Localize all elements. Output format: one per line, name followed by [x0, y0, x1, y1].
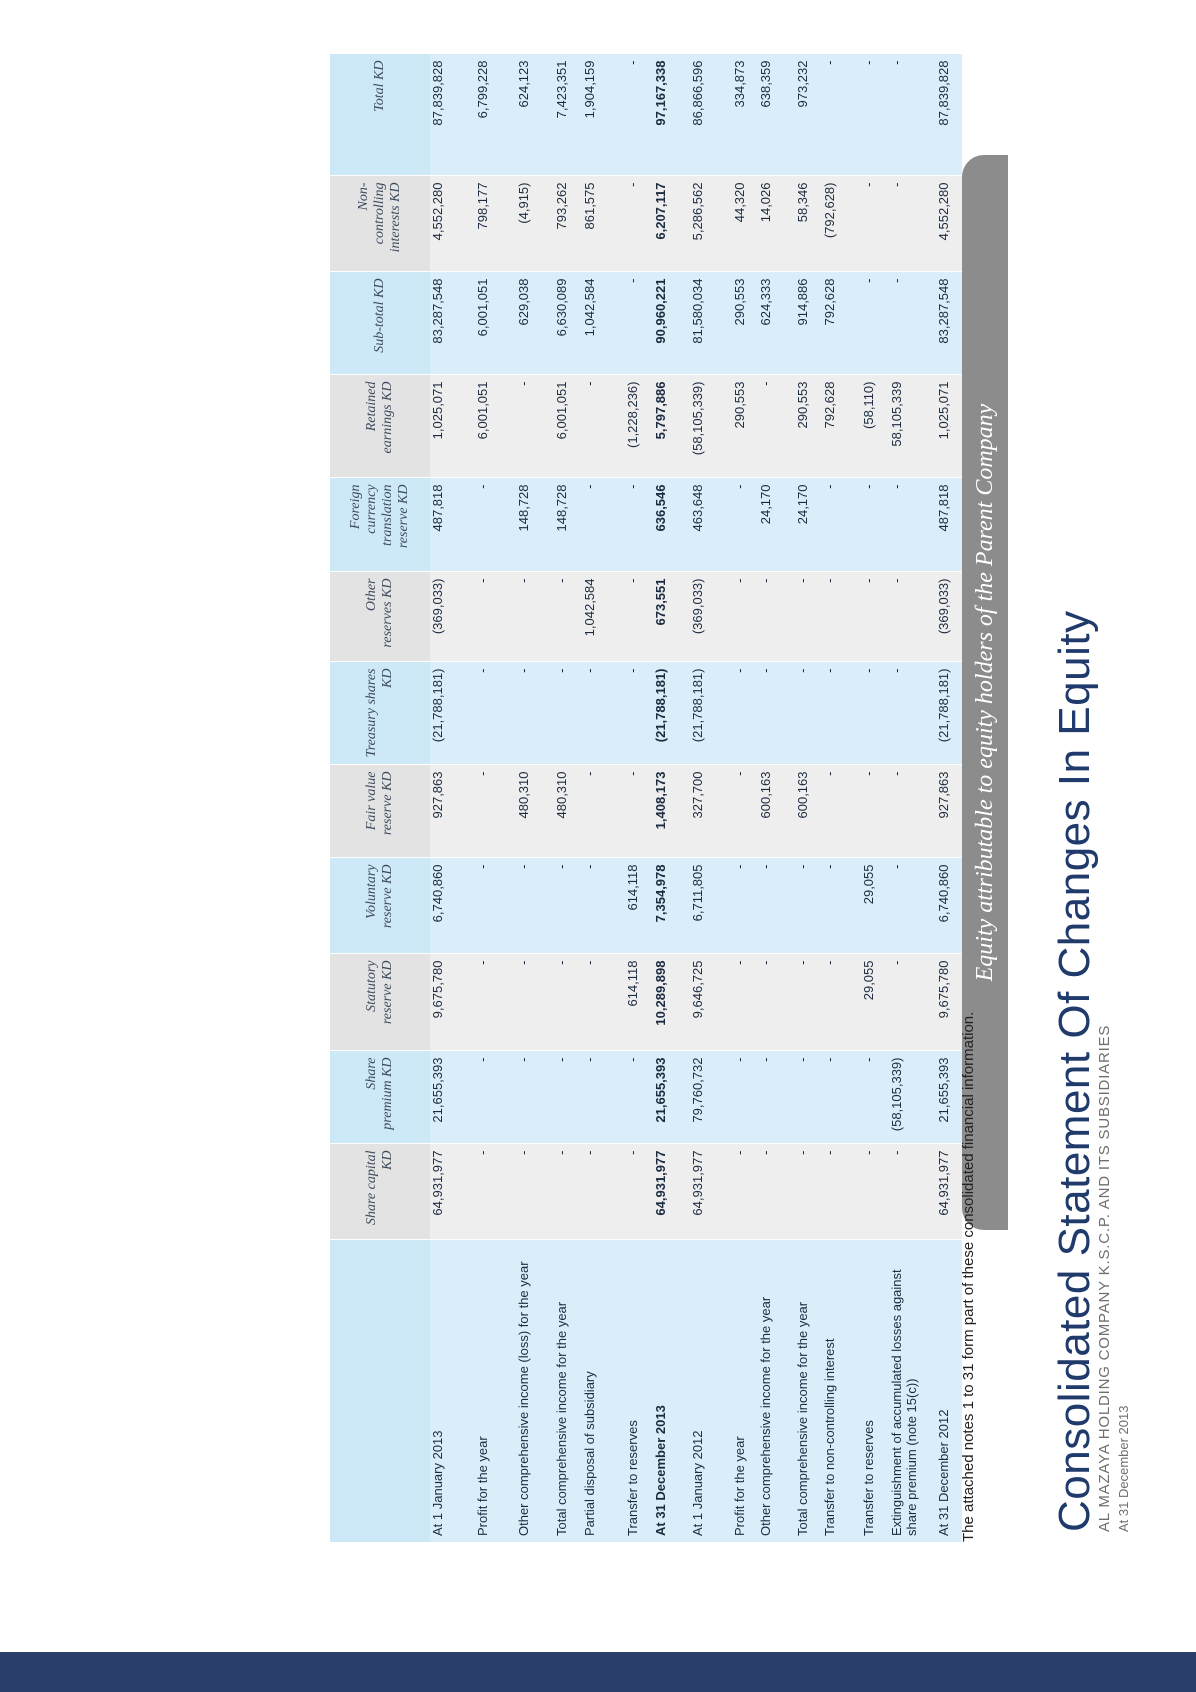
table-cell: -	[582, 1144, 625, 1240]
table-cell: 29,055	[861, 954, 889, 1051]
table-cell: 290,553	[795, 375, 823, 478]
column-header: Fair value reserve KD	[330, 765, 430, 858]
table-cell: 4,552,280	[936, 176, 962, 272]
table-cell: 148,728	[516, 478, 555, 572]
table-cell: -	[795, 662, 823, 765]
table-cell: -	[475, 662, 516, 765]
table-cell: -	[625, 572, 653, 662]
table-row	[554, 54, 582, 1542]
table-cell: 1,042,584	[582, 572, 625, 662]
table-cell: 5,286,562	[690, 176, 733, 272]
table-cell: -	[861, 478, 889, 572]
table-cell: (58,105,339)	[690, 375, 733, 478]
table-cell: -	[861, 176, 889, 272]
table-row	[795, 54, 823, 1542]
table-cell: -	[732, 954, 758, 1051]
table-cell: -	[822, 765, 861, 858]
table-cell: 1,904,159	[582, 54, 625, 176]
table-cell: -	[795, 1051, 823, 1144]
column-header: Retained earnings KD	[330, 375, 430, 478]
table-cell: 24,170	[758, 478, 794, 572]
table-cell: -	[516, 1144, 555, 1240]
table-cell: 6,001,051	[475, 375, 516, 478]
row-label: Profit for the year	[475, 1240, 516, 1542]
table-cell: 148,728	[554, 478, 582, 572]
table-cell: 792,628	[822, 375, 861, 478]
table-cell: 798,177	[475, 176, 516, 272]
group-header: Equity attributable to equity holders of the Parent Company	[962, 155, 1008, 1230]
table-cell: -	[582, 858, 625, 954]
table-cell: 24,170	[795, 478, 823, 572]
table-cell: 6,740,860	[430, 858, 475, 954]
table-cell: -	[889, 858, 936, 954]
table-cell: (21,788,181)	[690, 662, 733, 765]
table-cell: -	[625, 765, 653, 858]
company-name: AL MAZAYA HOLDING COMPANY K.S.C.P. AND ITS SUBSIDIARIES	[1096, 1024, 1113, 1532]
table-cell: -	[889, 765, 936, 858]
row-label: Transfer to reserves	[861, 1240, 889, 1542]
table-cell: 64,931,977	[936, 1144, 962, 1240]
row-label: Extinguishment of accumulated losses against share premium (note 15(c))	[889, 1240, 936, 1542]
row-label: Partial disposal of subsidiary	[582, 1240, 625, 1542]
table-row	[475, 54, 516, 1542]
column-header: Total KD	[330, 54, 430, 176]
table-cell: 793,262	[554, 176, 582, 272]
table-row	[889, 54, 936, 1542]
table-cell: -	[822, 954, 861, 1051]
table-cell: -	[889, 572, 936, 662]
row-label: Total comprehensive income for the year	[795, 1240, 823, 1542]
table-row	[653, 54, 689, 1542]
statement-date: At 31 December 2013	[1116, 1405, 1131, 1532]
table-cell: -	[516, 954, 555, 1051]
table-cell: -	[822, 572, 861, 662]
table-cell: 6,001,051	[554, 375, 582, 478]
table-cell: -	[554, 858, 582, 954]
table-cell: 97,167,338	[653, 54, 689, 176]
column-header	[330, 1240, 430, 1542]
table-cell: 6,740,860	[936, 858, 962, 954]
table-cell: 624,333	[758, 272, 794, 375]
column-header: Other reserves KD	[330, 572, 430, 662]
table-cell: 1,025,071	[936, 375, 962, 478]
table-cell: 21,655,393	[653, 1051, 689, 1144]
table-cell: 792,628	[822, 272, 861, 375]
table-cell: 10,289,898	[653, 954, 689, 1051]
table-cell: -	[889, 54, 936, 176]
table-cell: -	[822, 54, 861, 176]
column-header: Share premium KD	[330, 1051, 430, 1144]
table-cell: 673,551	[653, 572, 689, 662]
table-cell: (58,105,339)	[889, 1051, 936, 1144]
column-header: Share capital KD	[330, 1144, 430, 1240]
table-cell: 7,423,351	[554, 54, 582, 176]
navy-band	[0, 1652, 1196, 1692]
table-cell: -	[582, 478, 625, 572]
table-cell: 4,552,280	[430, 176, 475, 272]
table-cell: 58,346	[795, 176, 823, 272]
table-cell: 9,675,780	[430, 954, 475, 1051]
table-cell: 58,105,339	[889, 375, 936, 478]
table-cell: 1,042,584	[582, 272, 625, 375]
row-label: At 31 December 2013	[653, 1240, 689, 1542]
table-cell: 480,310	[516, 765, 555, 858]
row-label: At 31 December 2012	[936, 1240, 962, 1542]
table-cell: 9,675,780	[936, 954, 962, 1051]
table-cell: -	[889, 272, 936, 375]
table-cell: -	[516, 572, 555, 662]
table-cell: 44,320	[732, 176, 758, 272]
table-cell: -	[582, 375, 625, 478]
table-cell: 290,553	[732, 375, 758, 478]
row-label: Transfer to non-controlling interest	[822, 1240, 861, 1542]
table-cell: -	[758, 572, 794, 662]
table-cell: (369,033)	[430, 572, 475, 662]
table-cell: 64,931,977	[430, 1144, 475, 1240]
table-cell: -	[625, 176, 653, 272]
table-cell: 86,866,596	[690, 54, 733, 176]
table-cell: -	[516, 858, 555, 954]
table-cell: 487,818	[936, 478, 962, 572]
table-row	[732, 54, 758, 1542]
table-cell: -	[582, 954, 625, 1051]
table-cell: -	[554, 1051, 582, 1144]
table-cell: -	[795, 1144, 823, 1240]
table-cell: -	[732, 765, 758, 858]
table-cell: -	[822, 1051, 861, 1144]
table-cell: 636,546	[653, 478, 689, 572]
table-cell: (4,915)	[516, 176, 555, 272]
table-cell: 83,287,548	[430, 272, 475, 375]
table-cell: 629,038	[516, 272, 555, 375]
table-cell: -	[732, 662, 758, 765]
table-cell: 83,287,548	[936, 272, 962, 375]
column-header: Treasury shares KD	[330, 662, 430, 765]
row-label: Other comprehensive income for the year	[758, 1240, 794, 1542]
table-cell: -	[732, 858, 758, 954]
table-cell: -	[758, 954, 794, 1051]
table-cell: -	[889, 1144, 936, 1240]
column-header: Statutory reserve KD	[330, 954, 430, 1051]
table-cell: -	[889, 662, 936, 765]
table-cell: 638,359	[758, 54, 794, 176]
row-label: Profit for the year	[732, 1240, 758, 1542]
table-cell: (369,033)	[936, 572, 962, 662]
table-cell: 487,818	[430, 478, 475, 572]
table-row	[758, 54, 794, 1542]
table-cell: -	[861, 572, 889, 662]
table-cell: -	[475, 478, 516, 572]
table-cell: -	[889, 478, 936, 572]
row-label: Transfer to reserves	[625, 1240, 653, 1542]
table-cell: -	[861, 765, 889, 858]
footnote: The attached notes 1 to 31 form part of these consolidated financial information.	[960, 1011, 977, 1542]
table-cell: (21,788,181)	[653, 662, 689, 765]
table-cell: 327,700	[690, 765, 733, 858]
table-cell: 6,207,117	[653, 176, 689, 272]
table-cell: -	[861, 272, 889, 375]
table-cell: 973,232	[795, 54, 823, 176]
table-cell: 861,575	[582, 176, 625, 272]
table-cell: 624,123	[516, 54, 555, 176]
table-row	[430, 54, 475, 1542]
table-cell: 7,354,978	[653, 858, 689, 954]
table-cell: -	[758, 662, 794, 765]
table-cell: (792,628)	[822, 176, 861, 272]
table-cell: 87,839,828	[936, 54, 962, 176]
table-cell: 927,863	[936, 765, 962, 858]
table-header-row	[330, 54, 430, 1542]
table-cell: -	[795, 858, 823, 954]
table-cell: -	[822, 478, 861, 572]
table-cell: -	[732, 1144, 758, 1240]
table-cell: -	[554, 662, 582, 765]
table-cell: -	[625, 1051, 653, 1144]
table-cell: -	[582, 765, 625, 858]
table-cell: -	[822, 858, 861, 954]
row-label: At 1 January 2012	[690, 1240, 733, 1542]
table-cell: (21,788,181)	[430, 662, 475, 765]
column-header: Sub-total KD	[330, 272, 430, 375]
table-cell: -	[795, 572, 823, 662]
table-cell: -	[516, 662, 555, 765]
table-cell: -	[475, 765, 516, 858]
table-cell: 1,025,071	[430, 375, 475, 478]
table-cell: 79,760,732	[690, 1051, 733, 1144]
table-cell: 290,553	[732, 272, 758, 375]
table-cell: 21,655,393	[430, 1051, 475, 1144]
table-cell: -	[758, 1144, 794, 1240]
table-cell: 914,886	[795, 272, 823, 375]
table-cell: 81,580,034	[690, 272, 733, 375]
table-cell: -	[625, 662, 653, 765]
table-cell: -	[758, 858, 794, 954]
row-label: At 1 January 2013	[430, 1240, 475, 1542]
table-row	[582, 54, 625, 1542]
table-cell: 21,655,393	[936, 1051, 962, 1144]
table-cell: 6,799,228	[475, 54, 516, 176]
table-row	[516, 54, 555, 1542]
row-label: Other comprehensive income (loss) for the year	[516, 1240, 555, 1542]
table-cell: -	[889, 954, 936, 1051]
table-cell: -	[554, 1144, 582, 1240]
table-cell: 1,408,173	[653, 765, 689, 858]
table-cell: -	[554, 954, 582, 1051]
table-cell: -	[582, 1051, 625, 1144]
table-cell: 463,648	[690, 478, 733, 572]
table-cell: -	[554, 572, 582, 662]
table-cell: 87,839,828	[430, 54, 475, 176]
table-cell: 6,711,805	[690, 858, 733, 954]
table-cell: 927,863	[430, 765, 475, 858]
table-cell: -	[475, 1051, 516, 1144]
table-row	[690, 54, 733, 1542]
table-cell: -	[758, 375, 794, 478]
table-cell: -	[625, 478, 653, 572]
table-cell: (21,788,181)	[936, 662, 962, 765]
table-cell: -	[758, 1051, 794, 1144]
table-cell: -	[732, 1051, 758, 1144]
table-cell: -	[861, 54, 889, 176]
table-cell: 64,931,977	[690, 1144, 733, 1240]
table-cell: 614,118	[625, 954, 653, 1051]
table-cell: 614,118	[625, 858, 653, 954]
table-cell: -	[625, 54, 653, 176]
table-cell: -	[625, 1144, 653, 1240]
table-cell: 5,797,886	[653, 375, 689, 478]
table-cell: -	[889, 176, 936, 272]
table-cell: 64,931,977	[653, 1144, 689, 1240]
table-cell: -	[822, 1144, 861, 1240]
column-header: Non-controlling interests KD	[330, 176, 430, 272]
table-cell: -	[795, 954, 823, 1051]
table-cell: 14,026	[758, 176, 794, 272]
table-cell: (1,228,236)	[625, 375, 653, 478]
table-cell: -	[475, 858, 516, 954]
table-cell: 6,001,051	[475, 272, 516, 375]
table-cell: -	[475, 954, 516, 1051]
table-cell: 600,163	[795, 765, 823, 858]
column-header: Voluntary reserve KD	[330, 858, 430, 954]
table-cell: -	[822, 662, 861, 765]
column-header: Foreign currency translation reserve KD	[330, 478, 430, 572]
table-cell: -	[732, 572, 758, 662]
table-cell: (369,033)	[690, 572, 733, 662]
table-cell: 334,873	[732, 54, 758, 176]
table-cell: 480,310	[554, 765, 582, 858]
table-cell: 90,960,221	[653, 272, 689, 375]
table-cell: 9,646,725	[690, 954, 733, 1051]
row-label: Total comprehensive income for the year	[554, 1240, 582, 1542]
table-cell: -	[861, 1051, 889, 1144]
table-cell: -	[732, 478, 758, 572]
table-cell: -	[625, 272, 653, 375]
table-row	[936, 54, 962, 1542]
table-cell: 600,163	[758, 765, 794, 858]
table-cell: -	[861, 1144, 889, 1240]
table-cell: (58,110)	[861, 375, 889, 478]
page-title: Consolidated Statement Of Changes In Equity	[1050, 610, 1099, 1532]
table-cell: -	[475, 572, 516, 662]
table-cell: -	[516, 1051, 555, 1144]
table-cell: -	[861, 662, 889, 765]
table-cell: -	[475, 1144, 516, 1240]
table-row	[822, 54, 861, 1542]
table-cell: 29,055	[861, 858, 889, 954]
table-cell: -	[582, 662, 625, 765]
equity-table	[330, 54, 962, 1543]
table-cell: 6,630,089	[554, 272, 582, 375]
table-row	[861, 54, 889, 1542]
table-cell: -	[516, 375, 555, 478]
table-row	[625, 54, 653, 1542]
